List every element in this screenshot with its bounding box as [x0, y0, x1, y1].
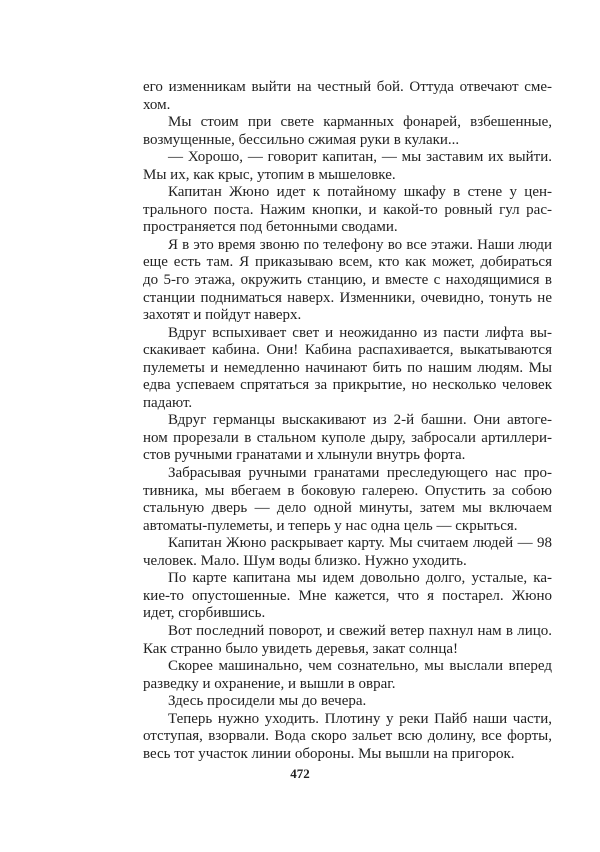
text-line: отступая, взорвали. Вода скоро зальет всю долину, все форты,	[143, 728, 552, 745]
paragraph	[143, 184, 552, 237]
text-line: Скорее машинально, чем сознательно, мы выслали вперед	[168, 658, 552, 675]
text-line: По карте капитана мы идем довольно долго, усталые, ка-	[168, 570, 552, 587]
text-line: пространяется под бетонными сводами.	[143, 219, 398, 236]
text-line: Мы их, как крыс, утопим в мышеловке.	[143, 166, 396, 183]
paragraph	[143, 535, 552, 570]
text-line: Забрасывая ручными гранатами преследующего нас про-	[168, 465, 552, 482]
text-line: до 5-го этажа, окружить станцию, и вместе с находящимися в	[143, 272, 552, 289]
text-line: автоматы-пулеметы, и теперь у нас одна цель — скрыться.	[143, 517, 518, 534]
text-line: Мы стоим при свете карманных фонарей, взбешенные,	[168, 114, 552, 131]
text-line: Здесь просидели мы до вечера.	[168, 693, 367, 710]
paragraph	[143, 237, 552, 325]
text-line: едва успеваем спрятаться за прикрытие, но несколько человек	[143, 377, 552, 394]
body-text	[143, 79, 552, 763]
paragraph	[143, 623, 552, 658]
text-line: Вдруг германцы выскакивают из 2-й башни. Они автоге-	[168, 412, 552, 429]
text-line: хом.	[143, 96, 171, 113]
text-line: еще есть там. Я приказываю всем, кто как может, добираться	[143, 254, 552, 271]
text-line: станции подниматься наверх. Изменники, очевидно, тонуть не	[143, 289, 552, 306]
text-line: падают.	[143, 394, 193, 411]
text-line: Вдруг вспыхивает свет и неожиданно из пасти лифта вы-	[168, 324, 552, 341]
paragraph	[143, 149, 552, 184]
text-line: Капитан Жюно идет к потайному шкафу в стене у цен-	[168, 184, 552, 201]
text-line: стов ручными гранатами и хлынули внутрь форта.	[143, 447, 466, 464]
text-line: весь тот участок линии обороны. Мы вышли на пригорок.	[143, 745, 515, 762]
paragraph	[143, 114, 552, 149]
text-line: Я в это время звоню по телефону во все этажи. Наши люди	[168, 236, 552, 253]
paragraph	[143, 465, 552, 535]
text-line: захотят и пойдут наверх.	[143, 307, 302, 324]
text-line: пулеметы и немедленно начинают бить по нашим людям. Мы	[143, 359, 552, 376]
text-line: — Хорошо, — говорит капитан, — мы заставим их выйти.	[168, 149, 552, 166]
text-line: скакивает кабина. Они! Кабина распахивается, выкатываются	[143, 342, 552, 359]
text-line: тивника, мы вбегаем в боковую галерею. Опустить за собою	[143, 482, 552, 499]
paragraph	[143, 412, 552, 465]
text-line: Теперь нужно уходить. Плотину у реки Пайб наши части,	[168, 710, 552, 727]
text-line: Вот последний поворот, и свежий ветер пахнул нам в лицо.	[168, 622, 552, 639]
page-number: 472	[290, 766, 310, 781]
paragraph	[143, 79, 552, 114]
paragraph	[143, 693, 552, 711]
paragraph	[143, 570, 552, 623]
text-line: стальную дверь — дело одной минуты, затем мы включаем	[143, 500, 552, 517]
text-line: идет, сгорбившись.	[143, 605, 266, 622]
text-line: его изменникам выйти на честный бой. Оттуда отвечают сме-	[143, 79, 552, 95]
text-line: трального поста. Нажим кнопки, и какой-то ровный гул рас-	[143, 201, 552, 218]
paragraph	[143, 325, 552, 413]
paragraph	[143, 658, 552, 693]
text-line: человек. Мало. Шум воды близко. Нужно уходить.	[143, 552, 467, 569]
paragraph	[143, 711, 552, 764]
text-line: разведку и охранение, и вышли в овраг.	[143, 675, 396, 692]
text-line: кие-то опустошенные. Мне кажется, что я постарел. Жюно	[143, 587, 552, 604]
text-line: Капитан Жюно раскрывает карту. Мы считаем людей — 98	[168, 535, 552, 552]
text-line: ном прорезали в стальном куполе дыру, забросали артиллери-	[143, 429, 552, 446]
text-line: Как странно было увидеть деревья, закат солнца!	[143, 640, 458, 657]
text-line: возмущенные, бессильно сжимая руки в кулаки...	[143, 131, 460, 148]
